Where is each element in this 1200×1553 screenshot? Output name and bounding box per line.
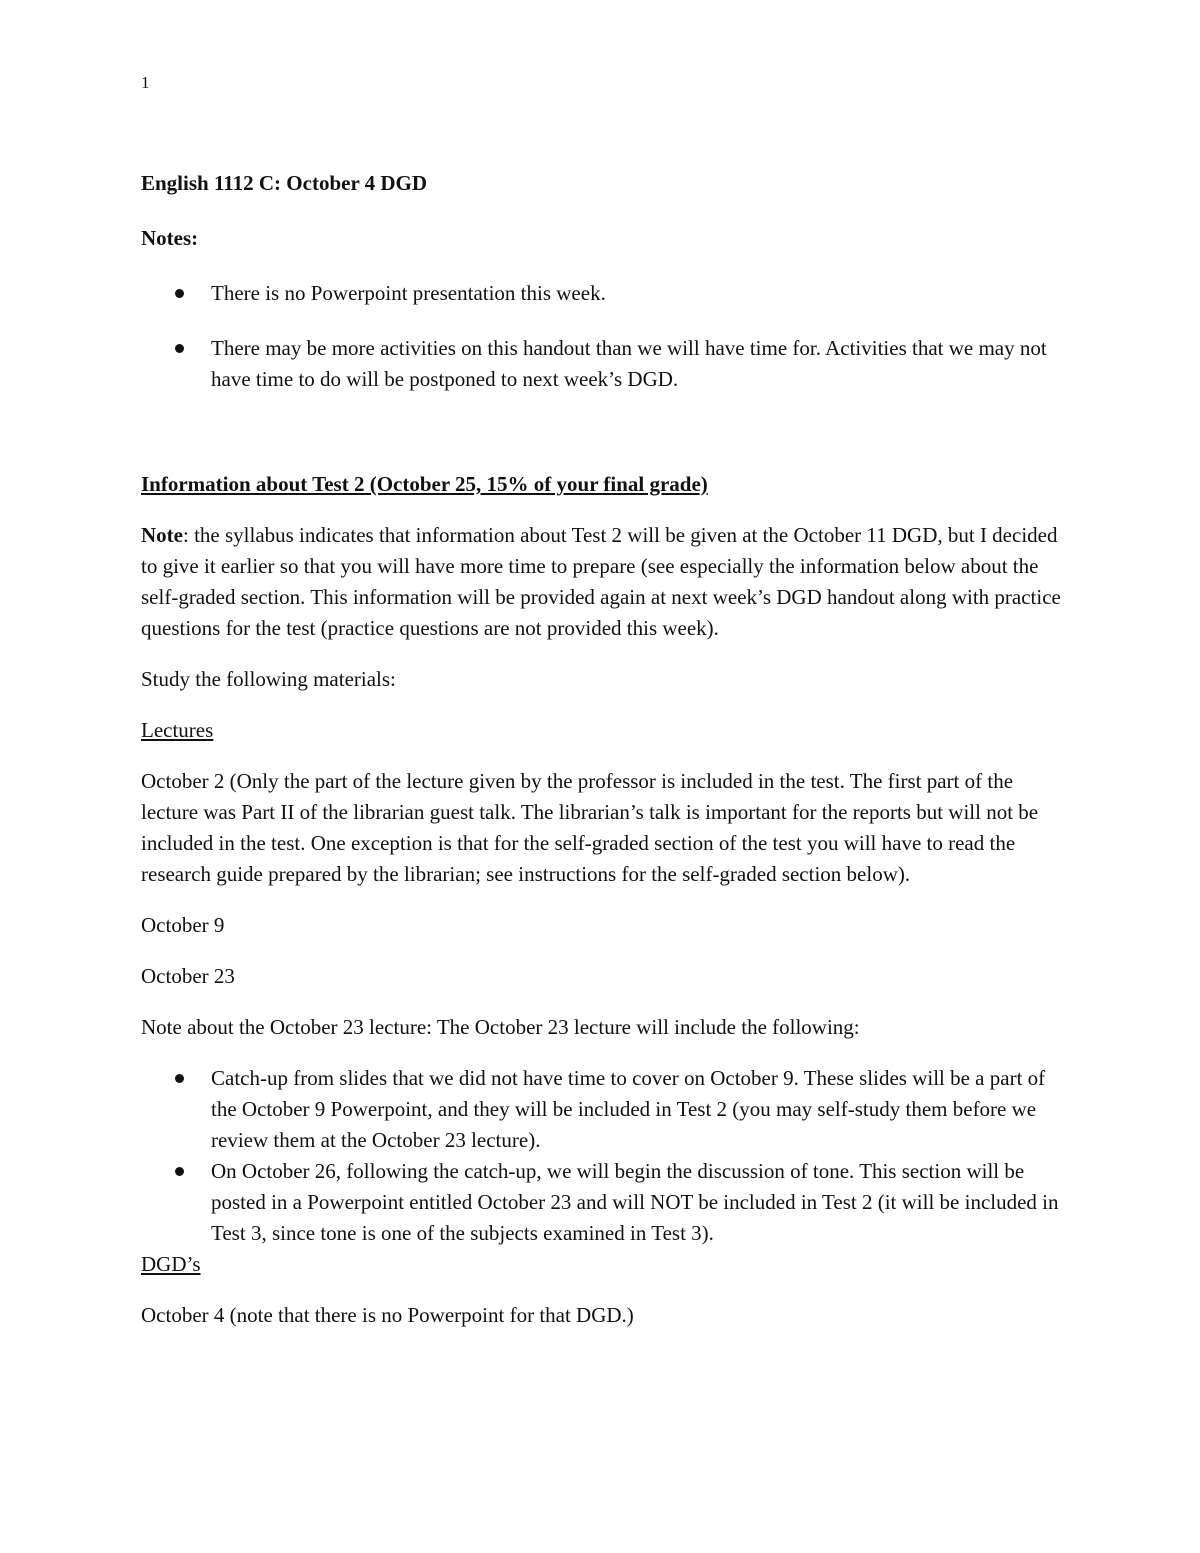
document-body	[141, 168, 1066, 1351]
note-text: There is no Powerpoint presentation this week.	[211, 281, 606, 305]
bullet-icon	[175, 1167, 184, 1176]
bullet-icon	[175, 344, 184, 353]
list-item	[141, 1063, 1066, 1156]
section-heading-test-info: Information about Test 2 (October 25, 15% of your final grade)	[141, 472, 708, 496]
lecture-october-2: October 2 (Only the part of the lecture given by the professor is included in the test. The first part of the lecture was Part II of the librarian guest talk. The librarian’s talk is important for the reports but will not be included in the test. One exception is that for the self-graded section of the test you will have to read the research guide prepared by the librarian; see instructions for the self-graded section below).	[141, 769, 1039, 886]
test-note-paragraph	[141, 520, 1066, 644]
note-text: There may be more activities on this handout than we will have time for. Activities that we may not have time to do will be postponed to next week’s DGD.	[211, 336, 1047, 391]
bullet-icon	[175, 289, 184, 298]
dgds-heading: DGD’s	[141, 1252, 201, 1276]
notes-label: Notes:	[141, 226, 199, 250]
list-item-text: Catch-up from slides that we did not have time to cover on October 9. These slides will be a part of the October 9 Powerpoint, and they will be included in Test 2 (you may self-study them before we review them at the October 23 lecture).	[211, 1066, 1046, 1152]
study-intro: Study the following materials:	[141, 667, 396, 691]
notes-list	[141, 278, 1066, 395]
document-title: English 1112 C: October 4 DGD	[141, 171, 428, 195]
note-text: : the syllabus indicates that information about Test 2 will be given at the October 11 DGD, but I decided to give it earlier so that you will have more time to prepare (see especially the information below about the self-graded section. This information will be provided again at next week’s DGD handout along with practice questions for the test (practice questions are not provided this week).	[141, 523, 1061, 640]
list-item	[141, 1156, 1066, 1249]
bullet-icon	[175, 1074, 184, 1083]
list-item	[141, 278, 1066, 309]
list-item	[141, 333, 1066, 395]
note-label: Note	[141, 523, 183, 547]
lectures-heading: Lectures	[141, 718, 214, 742]
page-number: 1	[141, 73, 150, 92]
list-item-text: On October 26, following the catch-up, we will begin the discussion of tone. This section will be posted in a Powerpoint entitled October 23 and will NOT be included in Test 2 (it will be included in Test 3, since tone is one of the subjects examined in Test 3).	[211, 1159, 1059, 1245]
october-23-note: Note about the October 23 lecture: The October 23 lecture will include the following:	[141, 1015, 860, 1039]
october-23-list	[141, 1063, 1066, 1249]
lecture-october-9: October 9	[141, 913, 225, 937]
dgd-october-4: October 4 (note that there is no Powerpoint for that DGD.)	[141, 1303, 634, 1327]
lecture-october-23: October 23	[141, 964, 235, 988]
